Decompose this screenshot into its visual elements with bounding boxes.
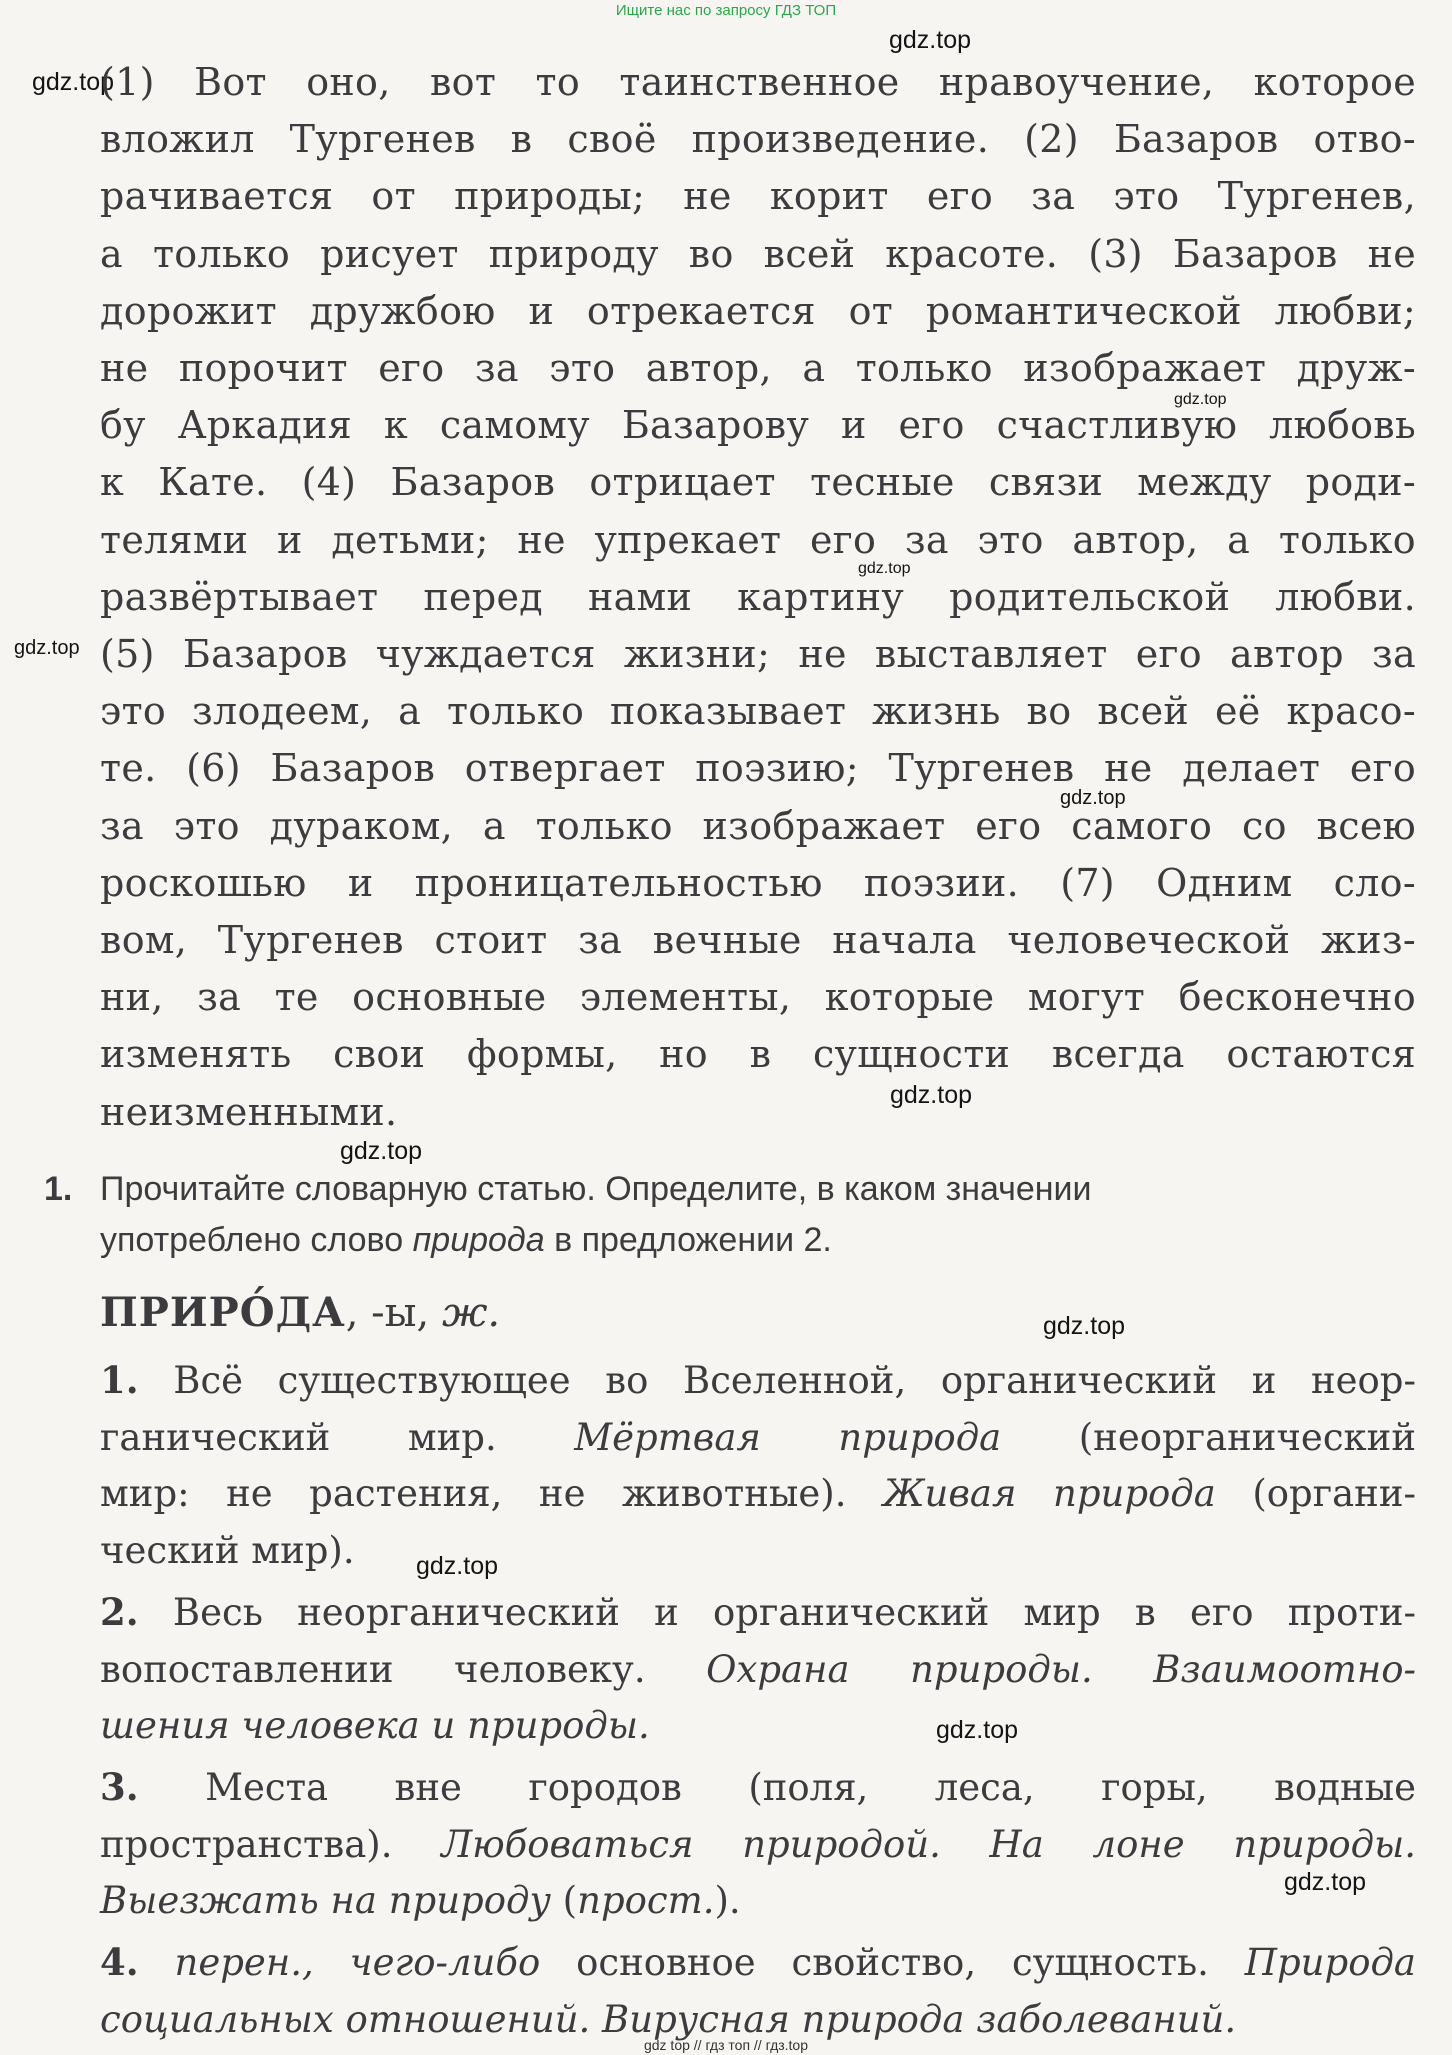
watermark: gdz.top [340, 1137, 423, 1165]
excerpt-line: за это дураком, а только изображает его самого со всею [100, 803, 1416, 848]
watermark: gdz.top [1174, 391, 1227, 408]
watermark: gdz.top [858, 560, 911, 577]
task-text-line: употреблено слово природа в предложении 2. [100, 1221, 832, 1259]
task-1 [44, 1164, 1416, 1266]
headword: ПРИРО́ДА [100, 1289, 346, 1336]
sense-2: 2. Весь неорганический и органический мир в его проти- вопоставлении человеку. Охрана природы. Взаимоотно- шения человека и природы. [100, 1589, 1416, 1748]
excerpt-line: развёртывает перед нами картину родительской любви. [100, 574, 1416, 619]
excerpt-line: телями и детьми; не упрекает его за это автор, а только [100, 517, 1416, 562]
watermark: gdz.top [416, 1552, 499, 1580]
excerpt-line: бу Аркадия к самому Базарову и его счастливую любовь [100, 403, 1416, 448]
excerpt-line: те. (6) Базаров отвергает поэзию; Тургенев не делает его [100, 746, 1416, 791]
excerpt-line: это злодеем, а только показывает жизнь во всей её красо- [100, 689, 1416, 734]
watermark: gdz.top [1284, 1868, 1367, 1896]
task-number: 1. [44, 1170, 73, 1208]
excerpt-line: а только рисует природу во всей красоте. (3) Базаров не [100, 231, 1416, 276]
watermark: gdz.top [889, 26, 972, 54]
watermark: gdz.top [936, 1716, 1019, 1744]
task-keyword: природа [412, 1221, 545, 1259]
excerpt-line: неизменными. [100, 1089, 398, 1134]
task-text-line: Прочитайте словарную статью. Определите, в каком значении [100, 1170, 1092, 1208]
excerpt-line: к Кате. (4) Базаров отрицает тесные связи между роди- [100, 460, 1416, 505]
watermark: gdz.top [14, 637, 80, 659]
excerpt-line: (5) Базаров чуждается жизни; не выставляет его автор за [100, 632, 1416, 677]
footer-watermark: gdz top // гдз топ // гдз.top [643, 2037, 809, 2053]
excerpt-line: вложил Тургенев в своё произведение. (2) Базаров отво- [100, 117, 1416, 162]
excerpt-line: вом, Тургенев стоит за вечные начала человеческой жиз- [100, 918, 1416, 963]
gender-mark: ж. [441, 1290, 501, 1336]
excerpt-line: рачивается от природы; не корит его за это Тургенев, [100, 174, 1416, 219]
dictionary-entry [100, 1282, 1416, 2048]
sense-1: 1. Всё существующее во Вселенной, органический и неор- ганический мир. Мёртвая природа (неорганический мир: не растения, не животные). Живая природа (органи- ческий мир). [100, 1358, 1416, 1573]
sense-4: 4. перен., чего-либо основное свойство, сущность. Природа социальных отношений. Вирусная природа заболеваний. [100, 1940, 1416, 2041]
excerpt-line: (1) Вот оно, вот то таинственное нравоучение, которое [100, 60, 1416, 104]
dictionary-headline: ПРИРО́ДА, -ы, ж. [100, 1289, 501, 1336]
watermark: gdz.top [890, 1081, 973, 1109]
text-excerpt [100, 54, 1416, 1141]
top-banner: Ищите нас по запросу ГДЗ ТОП [615, 2, 837, 19]
watermark: gdz.top [1060, 787, 1126, 809]
sense-3: 3. Места вне городов (поля, леса, горы, водные пространства). Любоваться природой. На лоне природы. Выезжать на природу (прост.). [100, 1764, 1416, 1923]
excerpt-line: дорожит дружбою и отрекается от романтической любви; [100, 288, 1416, 333]
excerpt-line: ни, за те основные элементы, которые могут бесконечно [100, 975, 1416, 1020]
excerpt-line: изменять свои формы, но в сущности всегда остаются [100, 1032, 1416, 1077]
watermark: gdz.top [32, 68, 115, 96]
excerpt-line: роскошью и проницательностью поэзии. (7) Одним сло- [100, 860, 1416, 905]
watermark: gdz.top [1043, 1312, 1126, 1340]
excerpt-line: не порочит его за это автор, а только изображает друж- [100, 346, 1416, 391]
